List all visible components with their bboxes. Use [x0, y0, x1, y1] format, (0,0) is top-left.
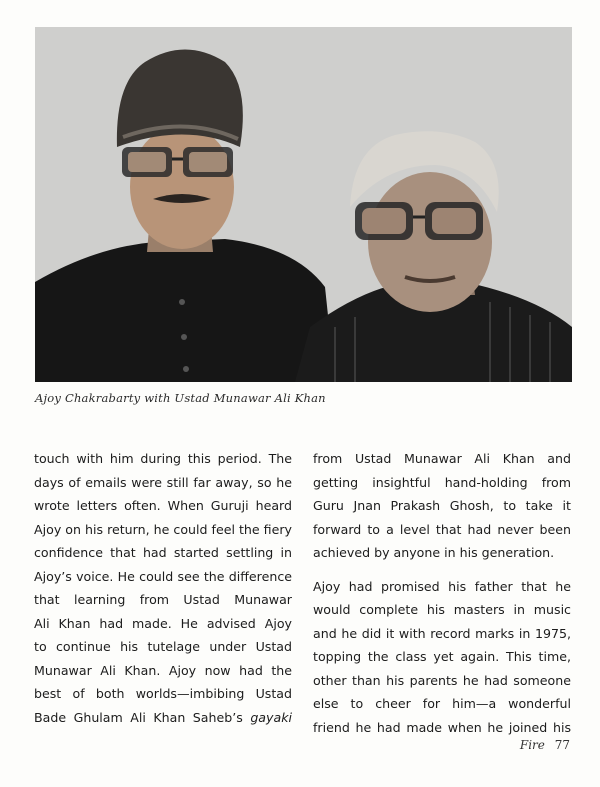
text-line: best of both worlds—imbibing Ustad: [34, 686, 292, 701]
text-line: topping the class yet again. This time,: [313, 649, 571, 664]
text-line: Ajoy on his return, he could feel the fiery: [34, 521, 292, 537]
text-line: days of emails were still far away, so he: [34, 474, 292, 490]
text-line: touch with him during this period. The: [34, 451, 292, 466]
text-line: getting insightful hand-holding from: [313, 474, 571, 490]
text-line: to continue his tutelage under Ustad: [34, 639, 292, 654]
text-line: from Ustad Munawar Ali Khan and: [313, 451, 571, 466]
text-column-left: [34, 447, 292, 729]
photo: [35, 27, 572, 382]
text-line: Munawar Ali Khan. Ajoy now had the: [34, 662, 292, 678]
text-line: forward to a level that had never been: [313, 521, 571, 537]
text-line: achieved by anyone in his generation.: [313, 545, 555, 560]
text-line: Ajoy had promised his father that he: [313, 578, 571, 594]
text-line-last: [34, 706, 292, 730]
text-line: and he did it with record marks in 1975,: [313, 625, 571, 641]
paragraph: [34, 447, 292, 729]
text-column-right: [313, 447, 571, 739]
text-line: would complete his masters in music: [313, 602, 571, 617]
text-line: that learning from Ustad Munawar: [34, 592, 292, 607]
text-line: Guru Jnan Prakash Ghosh, to take it: [313, 498, 571, 513]
text-line: confidence that had started settling in: [34, 545, 292, 560]
portrait-image: [35, 27, 572, 382]
page-footer: [520, 738, 570, 752]
italic-term: gayaki: [250, 709, 292, 725]
text-line: other than his parents he had someone: [313, 672, 571, 688]
text-line: friend he had made when he joined his: [313, 719, 571, 735]
text-line-body: Bade Ghulam Ali Khan Saheb’s: [34, 709, 243, 725]
photo-caption: Ajoy Chakrabarty with Ustad Munawar Ali Khan: [35, 391, 326, 405]
paragraph: [313, 447, 571, 565]
text-line: Ali Khan had made. He advised Ajoy: [34, 615, 292, 631]
text-line: Ajoy’s voice. He could see the difference: [34, 568, 292, 584]
text-line: wrote letters often. When Guruji heard: [34, 498, 292, 513]
page-number: 77: [554, 738, 570, 752]
text-line: else to cheer for him—a wonderful: [313, 696, 571, 711]
paragraph: [313, 575, 571, 740]
section-title: Fire: [519, 738, 545, 752]
